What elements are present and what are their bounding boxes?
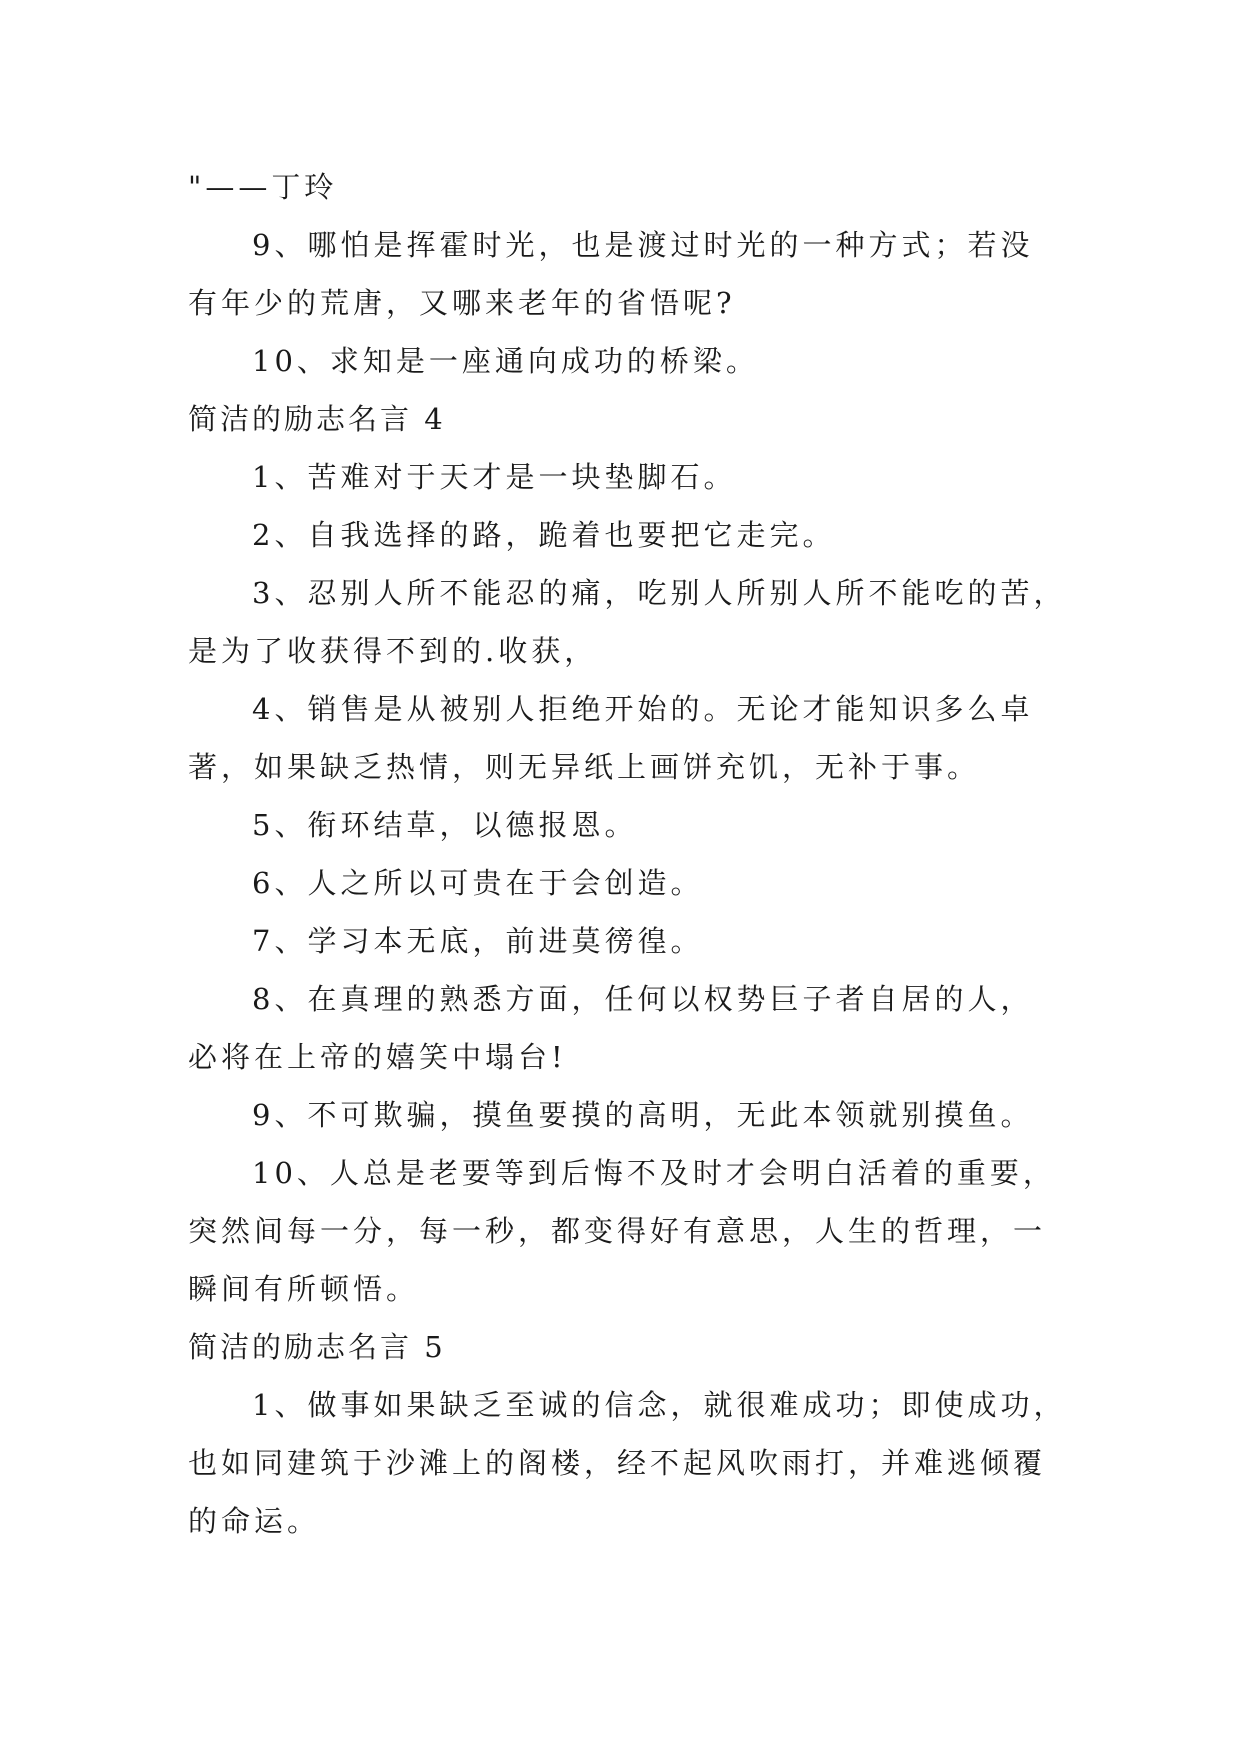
paragraph-line: 著，如果缺乏热情，则无异纸上画饼充饥，无补于事。 (188, 750, 981, 784)
paragraph-line: 必将在上帝的嬉笑中塌台! (188, 1040, 567, 1074)
paragraph-line: 瞬间有所顿悟。 (188, 1272, 420, 1306)
attribution-line: "——丁玲 (188, 170, 338, 204)
paragraph-line: 有年少的荒唐，又哪来老年的省悟呢? (188, 286, 736, 320)
section-heading: 简洁的励志名言 4 (188, 402, 446, 436)
paragraph-line: 10、求知是一座通向成功的桥梁。 (252, 344, 759, 378)
paragraph-line: 9、不可欺骗，摸鱼要摸的高明，无此本领就别摸鱼。 (252, 1098, 1034, 1132)
paragraph-line: 3、忍别人所不能忍的痛，吃别人所别人所不能吃的苦， (252, 576, 1067, 610)
paragraph-line: 1、做事如果缺乏至诚的信念，就很难成功；即使成功， (252, 1388, 1067, 1422)
paragraph-line: 6、人之所以可贵在于会创造。 (252, 866, 704, 900)
paragraph-line: 突然间每一分，每一秒，都变得好有意思，人生的哲理，一 (188, 1214, 1047, 1248)
paragraph-line: 是为了收获得不到的.收获， (188, 634, 598, 668)
paragraph-line: 9、哪怕是挥霍时光，也是渡过时光的一种方式；若没 (252, 228, 1034, 262)
paragraph-line: 10、人总是老要等到后悔不及时才会明白活着的重要， (252, 1156, 1056, 1190)
paragraph-line: 8、在真理的熟悉方面，任何以权势巨子者自居的人， (252, 982, 1034, 1016)
paragraph-line: 5、衔环结草，以德报恩。 (252, 808, 638, 842)
document-page (188, 158, 1068, 1550)
paragraph-line: 的命运。 (188, 1504, 321, 1538)
paragraph-line: 也如同建筑于沙滩上的阁楼，经不起风吹雨打，并难逃倾覆 (188, 1446, 1047, 1480)
paragraph-line: 1、苦难对于天才是一块垫脚石。 (252, 460, 737, 494)
paragraph-line: 4、销售是从被别人拒绝开始的。无论才能知识多么卓 (252, 692, 1034, 726)
section-heading: 简洁的励志名言 5 (188, 1330, 446, 1364)
paragraph-line: 7、学习本无底，前进莫徬徨。 (252, 924, 704, 958)
paragraph-line: 2、自我选择的路，跪着也要把它走完。 (252, 518, 836, 552)
